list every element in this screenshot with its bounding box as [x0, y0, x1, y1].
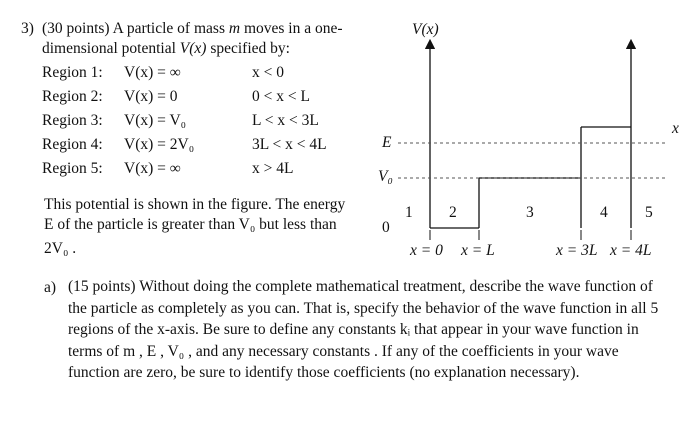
region-range: 3L < x < 4L	[252, 136, 327, 153]
part-a-line: (15 points) Without doing the complete mathematical treatment, describe the wave function of	[68, 278, 653, 295]
part-a-line: terms of m , E , V₀ , and any necessary constants . If any of the coefficients in your wave	[68, 342, 619, 360]
region-label: Region 5:	[42, 160, 103, 177]
x-tick-label: x = L	[461, 242, 495, 259]
region-number: 5	[645, 204, 653, 221]
region-potential: V(x) = 0	[124, 88, 178, 105]
region-number: 4	[600, 204, 608, 221]
region-label: Region 3:	[42, 112, 103, 129]
region-range: 0 < x < L	[252, 88, 310, 105]
part-a-text	[68, 276, 693, 384]
intro-text-4: specified by:	[210, 40, 290, 57]
region-number: 2	[449, 204, 457, 221]
region-potential: V(x) = ∞	[124, 64, 181, 81]
region-potential: V(x) = V₀	[124, 112, 187, 129]
part-a-line: function are zero, be sure to identify those coefficients (no explanation necessary).	[68, 364, 580, 381]
energy-label: E	[382, 134, 392, 151]
zero-label: 0	[382, 219, 390, 236]
region-range: x > 4L	[252, 160, 294, 177]
region-number: 3	[526, 204, 534, 221]
region-label: Region 1:	[42, 64, 103, 81]
problem-points: (30 points)	[42, 20, 110, 37]
x-tick-label: x = 3L	[556, 242, 598, 259]
x-axis-label: x	[672, 120, 679, 137]
part-a-line: regions of the x-axis. Be sure to define any constants kᵢ that appear in your wave function in	[68, 321, 639, 338]
region-label: Region 4:	[42, 136, 103, 153]
region-label: Region 2:	[42, 88, 103, 105]
intro-text-1: A particle of mass	[112, 20, 225, 37]
problem-number: 3)	[21, 20, 34, 37]
region-range: x < 0	[252, 64, 284, 81]
description-line2: E of the particle is greater than V₀ but less than	[44, 216, 337, 233]
description-line3: 2V₀ .	[44, 240, 77, 257]
part-a-line: the particle as completely as you can. That is, specify the behavior of the wave function in all 5	[68, 299, 659, 317]
part-a-label: a)	[44, 279, 57, 296]
description-line1: This potential is shown in the figure. The energy	[44, 196, 346, 213]
potential-symbol: V(x)	[179, 40, 207, 57]
x-tick-label: x = 4L	[610, 242, 652, 259]
v0-label: V₀	[378, 168, 393, 185]
y-axis-label: V(x)	[412, 21, 439, 38]
region-range: L < x < 3L	[252, 112, 319, 129]
intro-text-3: dimensional potential	[42, 40, 176, 57]
region-potential: V(x) = 2V₀	[124, 136, 195, 153]
region-potential: V(x) = ∞	[124, 160, 181, 177]
mass-symbol: m	[228, 20, 241, 37]
intro-text-2: moves in a one-	[243, 20, 343, 37]
x-tick-label: x = 0	[410, 242, 443, 259]
region-number: 1	[405, 204, 413, 221]
